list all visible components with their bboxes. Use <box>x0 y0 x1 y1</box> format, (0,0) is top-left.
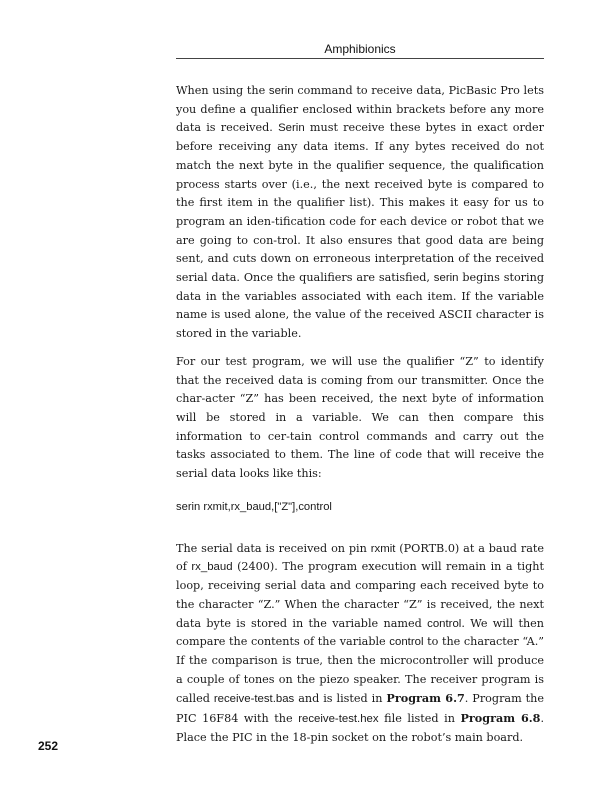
inline-code: control <box>389 636 424 649</box>
inline-code: rx_baud <box>191 561 233 574</box>
running-header: Amphibionics <box>324 42 396 56</box>
text-run: begins storing data in the variables associated with each item. If the variable name is used alone, the value of the received ASCII character is stored in the variable. <box>176 271 544 341</box>
text-run: . We will then compare the contents of the variable <box>176 616 544 649</box>
text-run: file listed in <box>378 712 461 726</box>
text-run: and is listed in <box>294 692 387 706</box>
inline-code: control <box>427 617 462 630</box>
inline-code: rxmit <box>370 542 396 555</box>
inline-code: serin <box>268 85 294 97</box>
inline-code: serin <box>433 272 459 285</box>
code-example: serin rxmit,rx_baud,["Z"],control <box>176 500 332 513</box>
inline-code: receive-test.bas <box>213 693 295 706</box>
inline-code: Serin <box>278 122 305 135</box>
text-run: to the character “A.” If the comparison is true, then the microcontroller will produce a couple of tones on the piezo speaker. The receiver program is called <box>176 635 545 706</box>
body-text <box>176 82 544 757</box>
paragraph-serin-qualifier <box>176 82 544 344</box>
inline-code: receive-test.hex <box>298 713 379 726</box>
text-run: (PORTB.0) at a baud rate of <box>176 541 544 574</box>
text-run: The serial data is received on pin <box>176 541 371 555</box>
text-run: (2400). The program execution will remain in a tight loop, receiving serial data and comparing each received byte to the character “Z.” When the character “Z” is received, the next data byte is stored in the variable named <box>176 560 544 630</box>
text-run: . Program the PIC 16F84 with the <box>176 692 544 726</box>
page-number: 252 <box>38 739 59 753</box>
program-reference: Program 6.7 <box>386 691 465 706</box>
paragraph-receiver-program <box>176 540 544 748</box>
program-reference: Program 6.8 <box>460 711 541 726</box>
header-rule <box>176 58 544 59</box>
text-run: command to receive data, PicBasic Pro lets you define a qualifier enclosed within brackets before any more data is received. <box>176 84 544 135</box>
paragraph-test-program: For our test program, we will use the qualifier “Z” to identify that the received data is coming from our transmitter. Once the char-acter “Z” has been received, the next byte of information will be stored in a variable. We can then compare this information to cer-tain control commands and carry out the tasks associated to them. The line of code that will receive the serial data looks like this: <box>176 354 544 481</box>
text-run: must receive these bytes in exact order before receiving any data items. If any bytes received do not match the next byte in the qualifier sequence, the qualification process starts over (i.e., the next received byte is compared to the first item in the qualifier list). This makes it easy for us to program an iden-tification code for each device or robot that we are going to con-trol. It also ensures that good data are being sent, and cuts down on erroneous interpretation of the received serial data. Once the qualifiers are satisfied, <box>176 121 545 285</box>
text-run: When using the <box>176 84 269 97</box>
text-run: . Place the PIC in the 18-pin socket on the robot’s main board. <box>176 712 544 744</box>
